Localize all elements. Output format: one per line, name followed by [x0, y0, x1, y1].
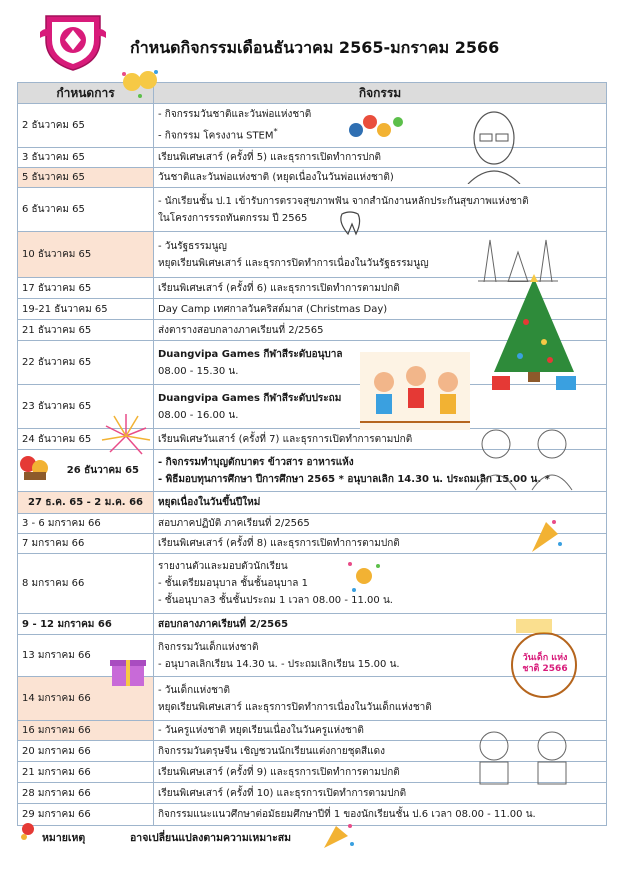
activity-cell: วันชาติและวันพ่อแห่งชาติ (หยุดเนื่องในวันพ่อแห่งชาติ): [154, 168, 607, 188]
activity-cell: Day Camp เทศกาลวันคริสต์มาส (Christmas Day): [154, 299, 607, 320]
party-horn-icon: [118, 68, 162, 104]
fireworks-icon: [98, 410, 154, 462]
activity-line: ในโครงการรรถทันตกรรม ปี 2565: [158, 212, 308, 224]
activity-cell: เรียนพิเศษเสาร์ (ครั้งที่ 8) และธุรการเปิดทำการตามปกติ: [154, 534, 607, 554]
activity-line: Duangvipa Games กีฬาสีระดับประถม: [158, 392, 342, 404]
activity-cell: สอบกลางภาคเรียนที่ 2/2565: [154, 614, 607, 635]
page-title: กำหนดกิจกรรมเดือนธันวาคม 2565-มกราคม 2566: [130, 38, 500, 57]
monk-alms-sketch: [466, 410, 586, 492]
tooth-icon: [338, 210, 362, 236]
table-row: [18, 554, 607, 614]
table-row: [18, 534, 607, 554]
activity-line: รายงานตัวและมอบตัวนักเรียน: [158, 561, 288, 572]
activity-cell: เรียนพิเศษเสาร์ (ครั้งที่ 10) และธุรการเปิดทำการตามปกติ: [154, 783, 607, 804]
activity-line: - วันรัฐธรรมนูญ: [158, 240, 227, 252]
stem-icon: [348, 110, 404, 140]
date-cell: 3 - 6 มกราคม 66: [18, 514, 154, 534]
column-header-date: กำหนดการ: [18, 83, 154, 104]
date-cell: 27 ธ.ค. 65 - 2 ม.ค. 66: [18, 492, 154, 514]
date-cell: 17 ธันวาคม 65: [18, 278, 154, 299]
activity-cell: สอบภาคปฏิบัติ ภาคเรียนที่ 2/2565: [154, 514, 607, 534]
table-row: [18, 492, 607, 514]
activity-cell: [154, 188, 607, 232]
activity-line: - อนุบาลเลิกเรียน 14.30 น. - ประถมเลิกเรียน 15.00 น.: [158, 658, 400, 670]
children-day-badge: [498, 615, 590, 707]
gift-box-icon: [108, 652, 148, 688]
date-cell: 5 ธันวาคม 65: [18, 168, 154, 188]
activity-cell: - วันครูแห่งชาติ หยุดเรียนเนื่องในวันครูแห่งชาติ: [154, 721, 607, 741]
teachers-kids-sketch: [466, 722, 584, 788]
activity-line: 08.00 - 15.30 น.: [158, 365, 239, 377]
date-cell: 6 ธันวาคม 65: [18, 188, 154, 232]
activity-cell: เรียนพิเศษวันเสาร์ (ครั้งที่ 7) และธุรการเปิดทำการตามปกติ: [154, 429, 607, 450]
party-popper-icon: [320, 822, 356, 852]
date-cell: 28 มกราคม 66: [18, 783, 154, 804]
date-cell: 22 ธันวาคม 65: [18, 341, 154, 385]
activity-line: Duangvipa Games กีฬาสีระดับอนุบาล: [158, 348, 343, 360]
christmas-tree-icon: [486, 272, 582, 392]
date-cell: 21 ธันวาคม 65: [18, 320, 154, 341]
table-row: [18, 188, 607, 232]
confetti-icon: [344, 556, 384, 596]
activity-cell: หยุดเนื่องในวันขึ้นปีใหม่: [154, 492, 607, 514]
note-text: อาจเปลี่ยนแปลงตามความเหมาะสม: [130, 832, 292, 844]
merit-offering-icon: [18, 452, 52, 482]
note-label: หมายเหตุ: [42, 832, 86, 844]
activity-line: กิจกรรมวันเด็กแห่งชาติ: [158, 641, 259, 653]
date-cell: 26 ธันวาคม 65: [18, 450, 154, 492]
date-cell: 29 มกราคม 66: [18, 804, 154, 826]
date-cell: 7 มกราคม 66: [18, 534, 154, 554]
column-header-activity: กิจกรรม: [154, 83, 607, 104]
activity-cell: กิจกรรมแนะแนวศึกษาต่อมัธยมศึกษาปีที่ 1 ของนักเรียนชั้น ป.6 เวลา 08.00 - 11.00 น.: [154, 804, 607, 826]
sports-day-kids-icon: [360, 352, 470, 430]
date-cell: 8 มกราคม 66: [18, 554, 154, 614]
school-logo: [38, 10, 108, 72]
activity-cell: เรียนพิเศษเสาร์ (ครั้งที่ 9) และธุรการเปิดทำการตามปกติ: [154, 762, 607, 783]
table-row: [18, 514, 607, 534]
activity-line: - วันเด็กแห่งชาติ: [158, 684, 231, 696]
activity-cell: กิจกรรมวันตรุษจีน เชิญชวนนักเรียนแต่งกายชุดสีแดง: [154, 741, 607, 762]
activity-line: หยุดเรียนพิเศษเสาร์ และธุรการปิดทำการเนื่องในวันรัฐธรรมนูญ: [158, 257, 429, 269]
activity-cell: เรียนพิเศษเสาร์ (ครั้งที่ 5) และธุรการเปิดทำการปกติ: [154, 148, 607, 168]
activity-line: - กิจกรรมทำบุญตักบาตร ข้าวสาร อาหารแห้ง: [158, 456, 354, 468]
children-day-badge-text: วันเด็ก แห่งชาติ 2566: [522, 653, 568, 674]
table-row: [18, 804, 607, 826]
page-header: [0, 0, 621, 78]
activity-line: - ชั้นอนุบาล3 ชั้นชั้นประถม 1 เวลา 08.00 - 11.00 น.: [158, 595, 393, 606]
decor-flower-icon: [18, 821, 38, 843]
date-cell: 23 ธันวาคม 65: [18, 385, 154, 429]
activity-line-text: - กิจกรรม โครงงาน STEM: [158, 130, 274, 142]
date-cell: 20 มกราคม 66: [18, 741, 154, 762]
date-cell: 19-21 ธันวาคม 65: [18, 299, 154, 320]
activity-line: - ชั้นเตรียมอนุบาล ชั้นชั้นอนุบาล 1: [158, 578, 308, 589]
date-cell: 14 มกราคม 66: [18, 677, 154, 721]
activity-line: หยุดเรียนพิเศษเสาร์ และธุรการปิดทำการเนื่องในวันเด็กแห่งชาติ: [158, 701, 432, 713]
activity-line: - นักเรียนชั้น ป.1 เข้ารับการตรวจสุขภาพฟัน จากสำนักงานหลักประกันสุขภาพแห่งชาติ: [158, 195, 529, 207]
activity-cell: ส่งตารางสอบกลางภาคเรียนที่ 2/2565: [154, 320, 607, 341]
date-cell: 24 ธันวาคม 65: [18, 429, 154, 450]
date-cell: 16 มกราคม 66: [18, 721, 154, 741]
date-cell: 21 มกราคม 66: [18, 762, 154, 783]
date-cell: 10 ธันวาคม 65: [18, 232, 154, 278]
activity-line: - กิจกรรมวันชาติและวันพ่อแห่งชาติ: [158, 109, 312, 121]
party-popper-icon: [528, 516, 562, 556]
activity-cell: เรียนพิเศษเสาร์ (ครั้งที่ 6) และธุรการเปิดทำการตามปกติ: [154, 278, 607, 299]
king-portrait-sketch: [458, 100, 530, 184]
activity-line: 08.00 - 16.00 น.: [158, 409, 239, 421]
date-cell: 13 มกราคม 66: [18, 635, 154, 677]
date-cell: 2 ธันวาคม 65: [18, 104, 154, 148]
activity-line: - พิธีมอบทุนการศึกษา ปีการศึกษา 2565 * อนุบาลเลิก 14.30 น. ประถมเลิก 15.00 น. *: [158, 473, 550, 485]
asterisk-mark: *: [273, 126, 278, 137]
date-cell: 9 - 12 มกราคม 66: [18, 614, 154, 635]
date-cell: 3 ธันวาคม 65: [18, 148, 154, 168]
